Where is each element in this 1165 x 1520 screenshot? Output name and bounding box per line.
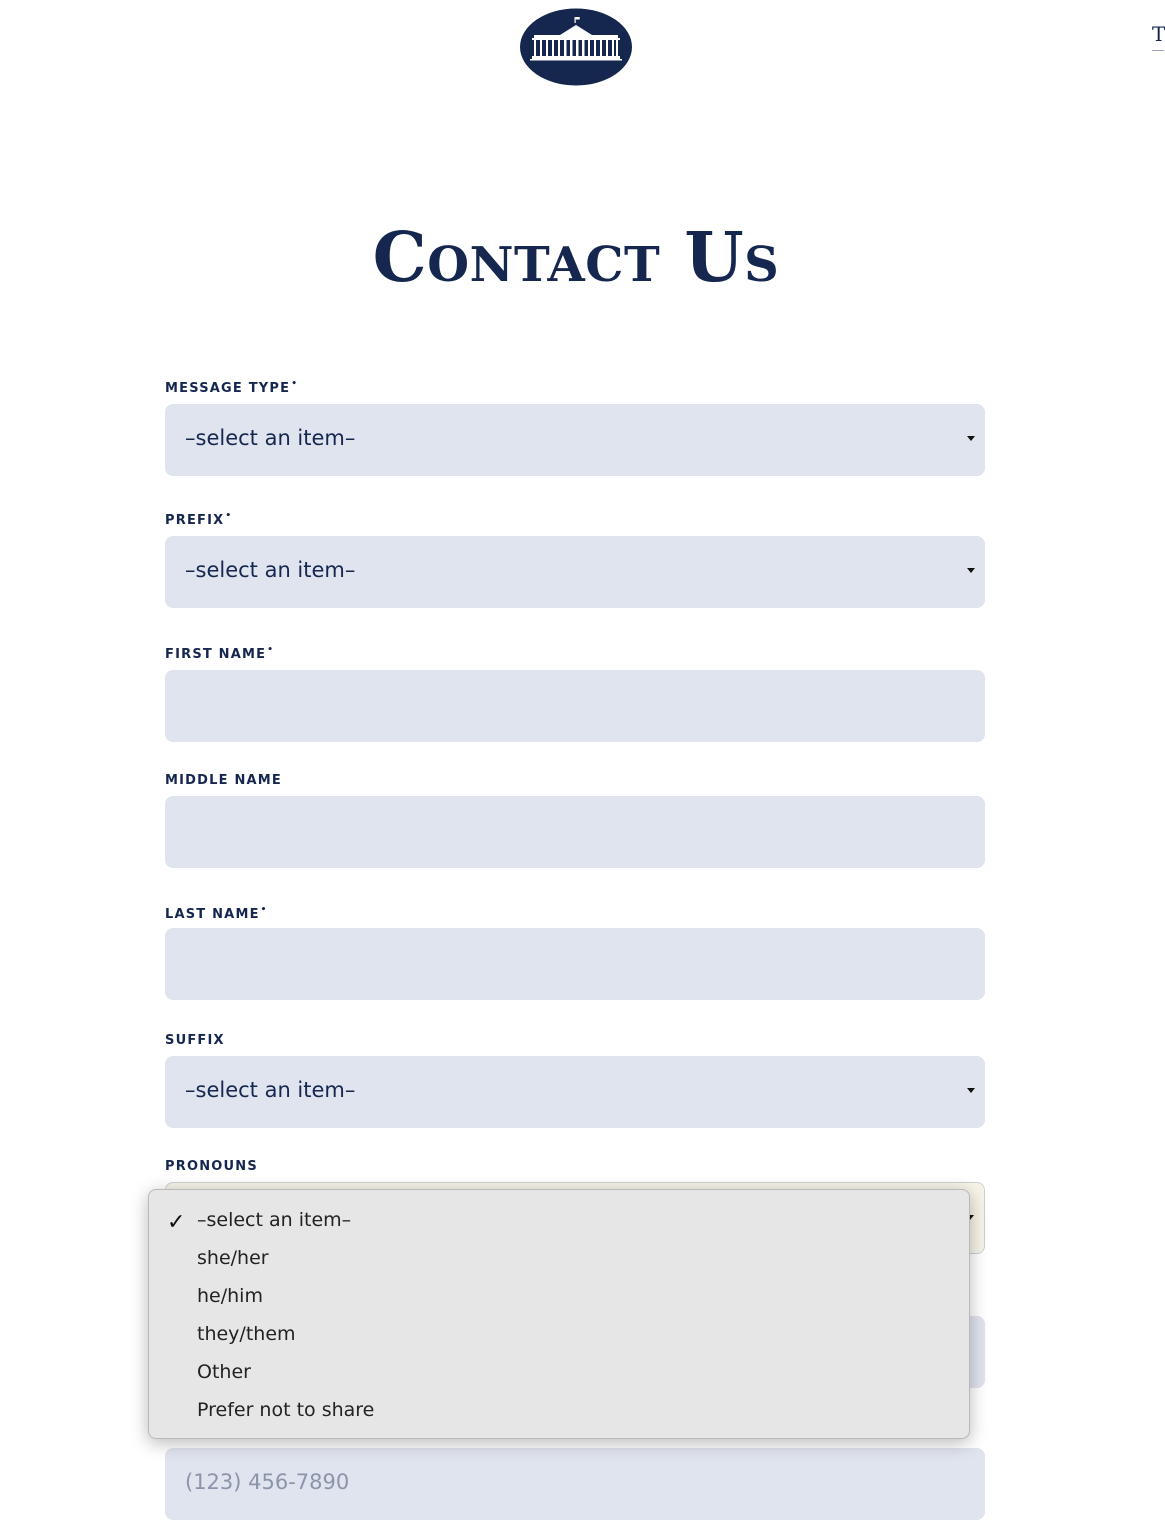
middle-name-field[interactable]: [165, 796, 985, 868]
prefix-value: –select an item–: [185, 558, 356, 582]
dropdown-option[interactable]: Other: [197, 1361, 251, 1383]
suffix-select[interactable]: [165, 1056, 985, 1128]
header-menu-fragment[interactable]: T: [1152, 22, 1164, 51]
first-name-field[interactable]: [165, 670, 985, 742]
message-type-value: –select an item–: [185, 426, 356, 450]
suffix-value: –select an item–: [185, 1078, 356, 1102]
pronouns-label: PRONOUNS: [165, 1159, 258, 1174]
last-name-label: LAST NAME•: [165, 905, 268, 922]
middle-name-label: MIDDLE NAME: [165, 773, 283, 788]
message-type-select[interactable]: [165, 404, 985, 476]
message-type-label: MESSAGE TYPE•: [165, 379, 299, 396]
first-name-label: FIRST NAME•: [165, 645, 275, 662]
required-marker: •: [291, 379, 299, 389]
chevron-down-icon: [967, 436, 975, 441]
required-marker: •: [225, 511, 233, 521]
pronouns-dropdown-menu[interactable]: [148, 1189, 970, 1439]
white-house-seal-icon[interactable]: [520, 8, 632, 86]
chevron-down-icon: [967, 1088, 975, 1093]
last-name-field[interactable]: [165, 928, 985, 1000]
prefix-label: PREFIX•: [165, 511, 233, 528]
suffix-label: SUFFIX: [165, 1033, 225, 1048]
prefix-select[interactable]: [165, 536, 985, 608]
page-title: Contact Us: [372, 218, 780, 298]
dropdown-option[interactable]: she/her: [197, 1247, 269, 1269]
chevron-down-icon: [967, 568, 975, 573]
checkmark-icon: ✓: [167, 1210, 186, 1235]
phone-placeholder: (123) 456-7890: [185, 1470, 350, 1494]
required-marker: •: [267, 645, 275, 655]
dropdown-option[interactable]: –select an item–: [197, 1209, 352, 1231]
dropdown-option[interactable]: they/them: [197, 1323, 296, 1345]
dropdown-option[interactable]: Prefer not to share: [197, 1399, 375, 1421]
dropdown-option[interactable]: he/him: [197, 1285, 263, 1307]
required-marker: •: [260, 905, 268, 915]
phone-field[interactable]: [165, 1448, 985, 1520]
